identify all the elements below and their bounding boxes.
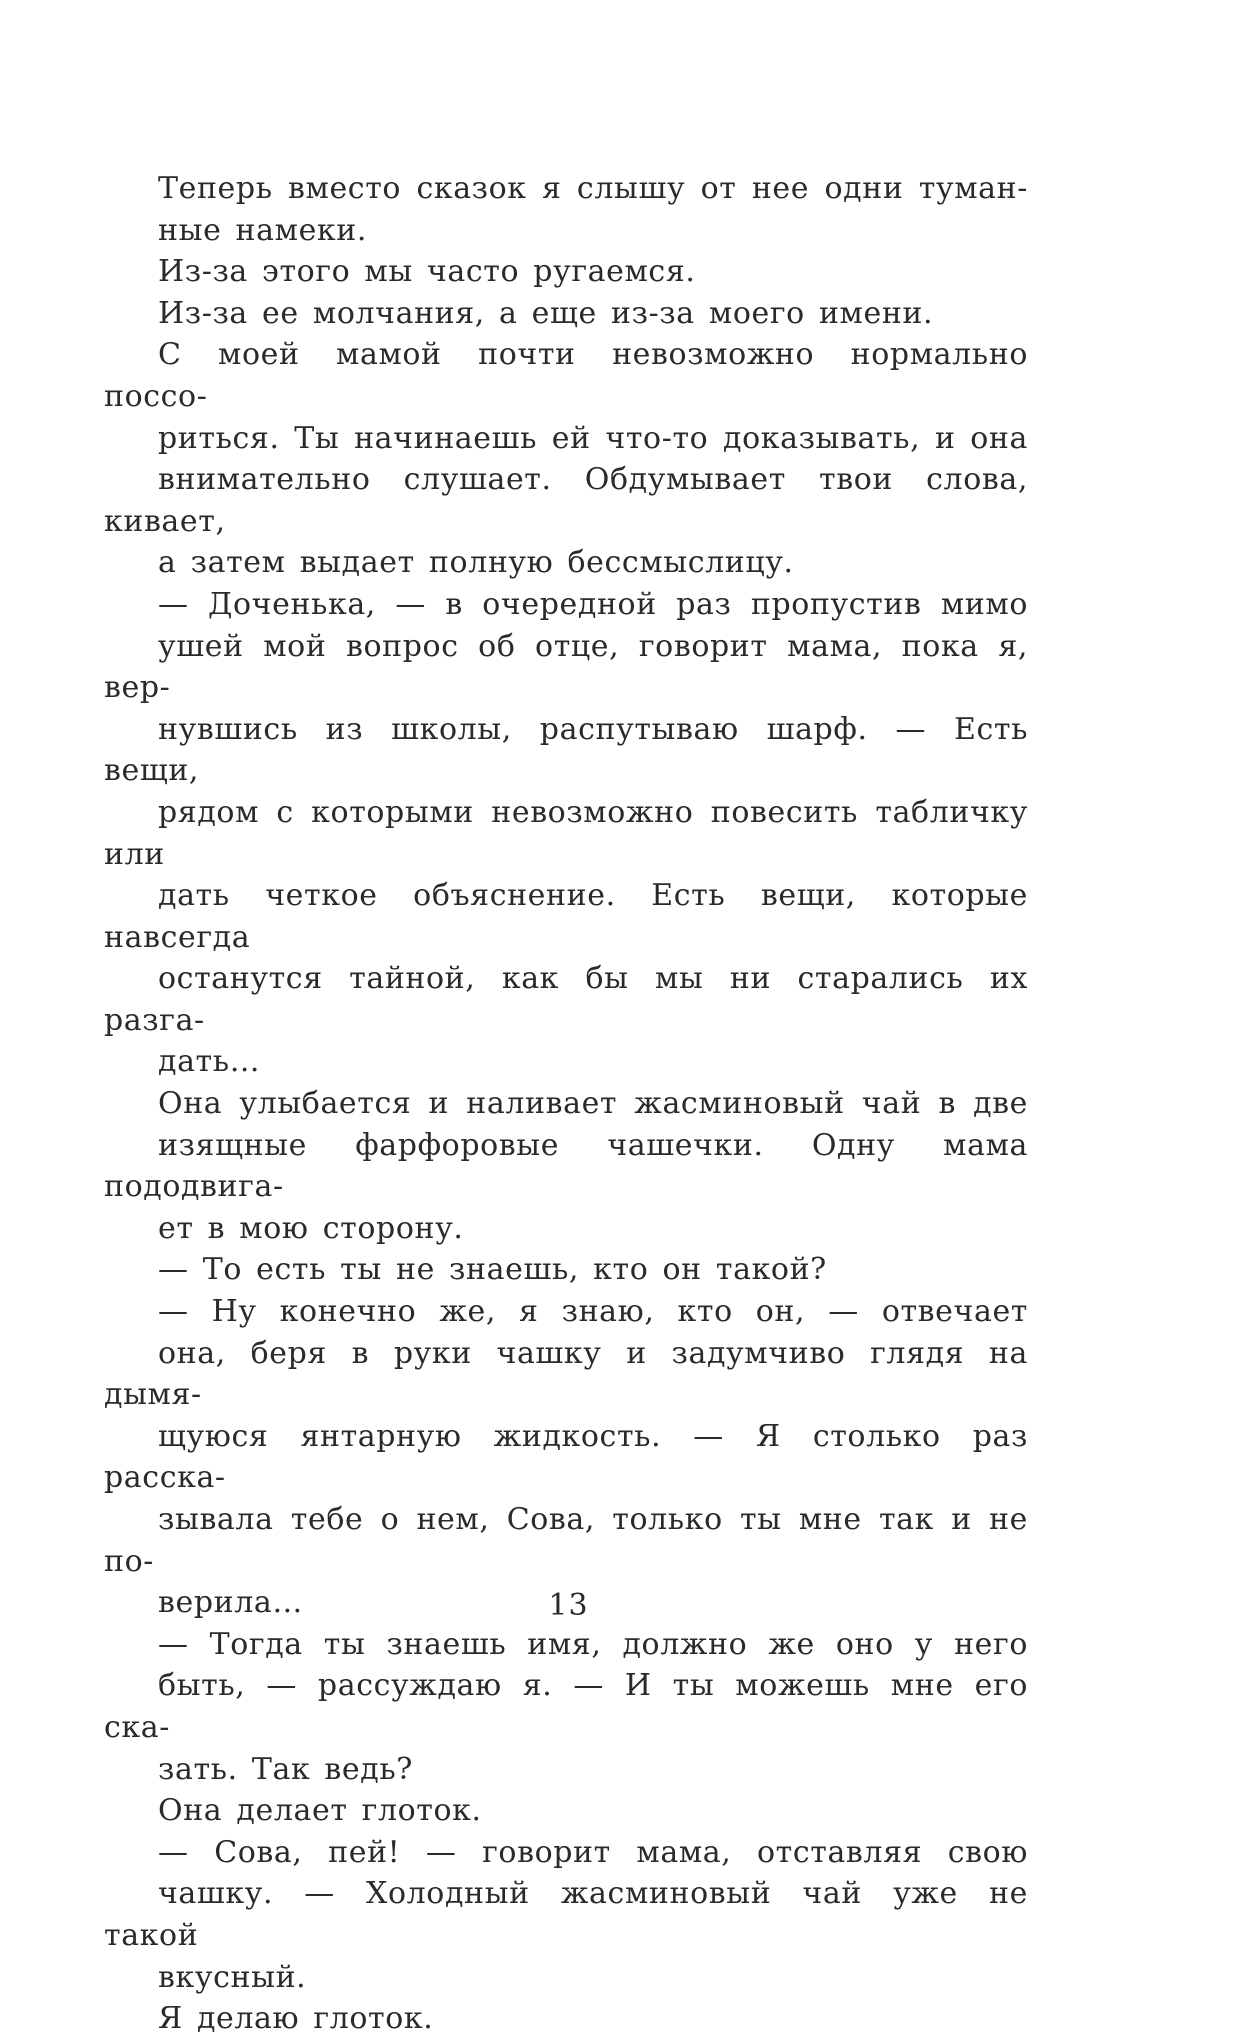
text-line: Теперь вместо сказок я слышу от нее одни туман- xyxy=(158,171,1028,206)
paragraph xyxy=(104,1832,1028,1998)
paragraph xyxy=(104,584,1028,1083)
paragraph xyxy=(104,1790,1028,1832)
text-line: Она делает глоток. xyxy=(158,1793,482,1829)
text-line: нувшись из школы, распутываю шарф. — Есть вещи, xyxy=(104,711,1028,789)
text-line: изящные фарфоровые чашечки. Одну мама пододвига- xyxy=(104,1127,1028,1205)
paragraph xyxy=(104,293,1028,335)
text-line: а затем выдает полную бессмыслицу. xyxy=(158,545,794,581)
text-line: дать четкое объяснение. Есть вещи, которые навсегда xyxy=(104,878,1028,955)
text-line: чашку. — Холодный жасминовый чай уже не такой xyxy=(104,1876,1028,1953)
paragraph xyxy=(104,1998,1028,2040)
text-line: Из-за этого мы часто ругаемся. xyxy=(158,254,696,290)
text-line: останутся тайной, как бы мы ни старались их разга- xyxy=(104,961,1028,1038)
paragraph xyxy=(104,1624,1028,1790)
text-line: — Сова, пей! — говорит мама, отставляя свою xyxy=(158,1834,1028,1870)
text-line: рядом с которыми невозможно повесить табличку или xyxy=(104,794,1028,872)
text-line: щуюся янтарную жидкость. — Я столько раз расска- xyxy=(104,1418,1028,1496)
text-line: зывала тебе о нем, Сова, только ты мне так и не по- xyxy=(104,1502,1028,1579)
text-line: риться. Ты начинаешь ей что-то доказывать, и она xyxy=(158,420,1028,456)
paragraph xyxy=(104,334,1028,584)
text-line: быть, — рассуждаю я. — И ты можешь мне его ска- xyxy=(104,1668,1028,1745)
text-line: ет в мою сторону. xyxy=(158,1210,464,1246)
text-line: С моей мамой почти невозможно нормально поссо- xyxy=(104,337,1028,414)
paragraph xyxy=(104,251,1028,293)
text-line: верила… xyxy=(158,1585,303,1621)
text-line: она, беря в руки чашку и задумчиво глядя на дымя- xyxy=(104,1335,1028,1413)
text-line: внимательно слушает. Обдумывает твои слова, кивает, xyxy=(104,462,1028,539)
text-line: Она улыбается и наливает жасминовый чай в две xyxy=(158,1086,1028,1122)
paragraph xyxy=(104,1249,1028,1291)
page-number: 13 xyxy=(548,1588,589,1623)
book-page-text xyxy=(104,168,1028,2040)
text-line: — Доченька, — в очередной раз пропустив мимо xyxy=(158,586,1028,622)
text-line: Из-за ее молчания, а еще из-за моего имени. xyxy=(158,295,934,331)
text-line: — Ну конечно же, я знаю, кто он, — отвечает xyxy=(158,1294,1028,1330)
text-line: — То есть ты не знаешь, кто он такой? xyxy=(158,1252,827,1288)
paragraph xyxy=(104,1083,1028,1249)
paragraph xyxy=(104,168,1028,251)
text-line: ные намеки. xyxy=(158,212,368,248)
text-line: вкусный. xyxy=(158,1959,307,1995)
paragraph xyxy=(104,1291,1028,1624)
text-line: дать… xyxy=(158,1044,261,1080)
text-line: зать. Так ведь? xyxy=(158,1751,413,1787)
text-line: ушей мой вопрос об отце, говорит мама, пока я, вер- xyxy=(104,628,1028,706)
text-line: Я делаю глоток. xyxy=(158,2001,434,2037)
text-line: — Тогда ты знаешь имя, должно же оно у него xyxy=(158,1626,1028,1662)
